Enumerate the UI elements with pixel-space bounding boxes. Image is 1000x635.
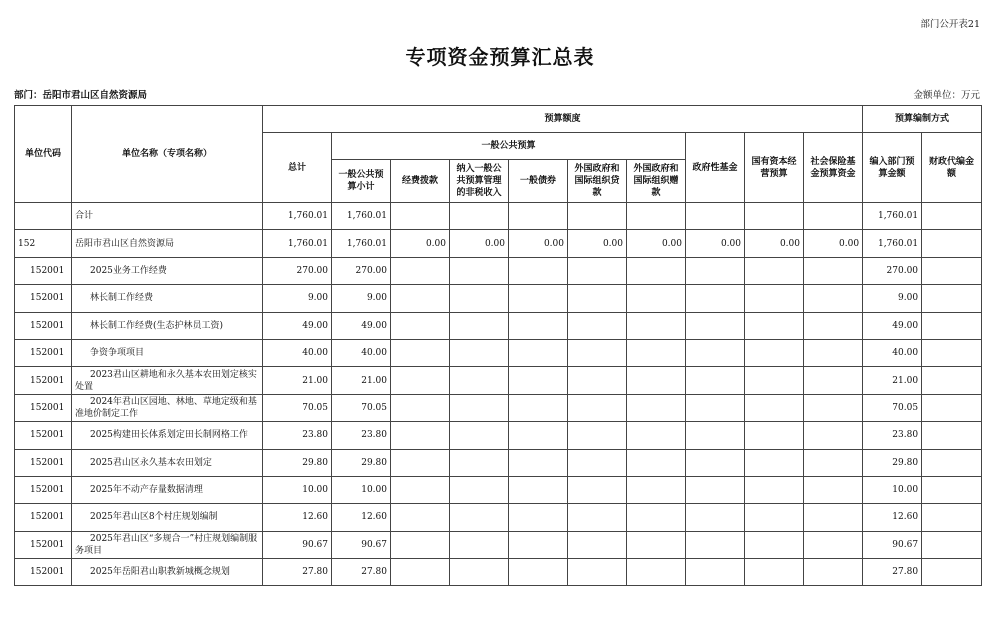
cell-gov-fund <box>686 531 745 558</box>
cell-funding <box>391 476 450 503</box>
cell-subtotal: 21.00 <box>332 367 391 394</box>
cell-loan <box>568 559 627 586</box>
cell-funding <box>391 422 450 449</box>
cell-grant <box>627 285 686 312</box>
cell-name: 2025年君山区8个村庄规划编制 <box>72 504 263 531</box>
cell-subtotal: 90.67 <box>332 531 391 558</box>
budget-table <box>14 105 982 586</box>
cell-subtotal: 70.05 <box>332 394 391 421</box>
cell-fiscal-agent <box>922 559 982 586</box>
cell-code: 152001 <box>15 449 72 476</box>
cell-gov-fund <box>686 476 745 503</box>
cell-funding <box>391 312 450 339</box>
cell-non-tax <box>450 257 509 284</box>
cell-subtotal: 10.00 <box>332 476 391 503</box>
table-row <box>15 203 982 230</box>
page-title: 专项资金预算汇总表 <box>405 45 595 69</box>
table-row <box>15 285 982 312</box>
cell-code: 152001 <box>15 531 72 558</box>
cell-code: 152001 <box>15 422 72 449</box>
cell-grant <box>627 422 686 449</box>
header-fiscal-agent: 财政代编金额 <box>922 133 982 203</box>
cell-code: 152 <box>15 230 72 257</box>
cell-social <box>804 203 863 230</box>
cell-subtotal: 1,760.01 <box>332 203 391 230</box>
table-row <box>15 476 982 503</box>
cell-subtotal: 12.60 <box>332 504 391 531</box>
cell-name: 争资争项项目 <box>72 339 263 366</box>
cell-gov-fund <box>686 367 745 394</box>
department-label: 部门：岳阳市君山区自然资源局 <box>14 90 148 101</box>
cell-loan <box>568 531 627 558</box>
cell-subtotal: 29.80 <box>332 449 391 476</box>
page-label: 部门公开表21 <box>920 19 980 30</box>
cell-total: 90.67 <box>263 531 332 558</box>
cell-grant: 0.00 <box>627 230 686 257</box>
cell-fiscal-agent <box>922 449 982 476</box>
header-funding: 经费拨款 <box>391 160 450 203</box>
header-non-tax: 纳入一般公共预算管理的非税收入 <box>450 160 509 203</box>
cell-bond <box>509 422 568 449</box>
cell-subtotal: 49.00 <box>332 312 391 339</box>
cell-gov-fund <box>686 285 745 312</box>
cell-dept-budget: 1,760.01 <box>863 203 922 230</box>
cell-funding <box>391 203 450 230</box>
cell-subtotal: 27.80 <box>332 559 391 586</box>
cell-social <box>804 394 863 421</box>
cell-bond <box>509 257 568 284</box>
header-gp-subtotal: 一般公共预算小计 <box>332 160 391 203</box>
cell-state-capital <box>745 367 804 394</box>
cell-non-tax <box>450 476 509 503</box>
cell-state-capital <box>745 422 804 449</box>
cell-social <box>804 312 863 339</box>
cell-funding <box>391 504 450 531</box>
cell-loan <box>568 203 627 230</box>
cell-social <box>804 476 863 503</box>
cell-name: 2025业务工作经费 <box>72 257 263 284</box>
cell-grant <box>627 394 686 421</box>
table-row <box>15 559 982 586</box>
cell-loan <box>568 339 627 366</box>
cell-state-capital <box>745 394 804 421</box>
cell-social <box>804 339 863 366</box>
cell-loan <box>568 285 627 312</box>
cell-bond <box>509 531 568 558</box>
cell-name: 林长制工作经费(生态护林员工资) <box>72 312 263 339</box>
header-total: 总计 <box>263 133 332 203</box>
cell-total: 40.00 <box>263 339 332 366</box>
cell-total: 49.00 <box>263 312 332 339</box>
cell-subtotal: 1,760.01 <box>332 230 391 257</box>
cell-total: 27.80 <box>263 559 332 586</box>
table-row <box>15 531 982 558</box>
cell-code: 152001 <box>15 367 72 394</box>
cell-funding <box>391 367 450 394</box>
cell-grant <box>627 504 686 531</box>
cell-name: 2024年君山区园地、林地、草地定级和基准地价制定工作 <box>72 394 263 421</box>
cell-bond <box>509 312 568 339</box>
cell-fiscal-agent <box>922 422 982 449</box>
cell-loan <box>568 504 627 531</box>
cell-gov-fund <box>686 504 745 531</box>
cell-loan <box>568 422 627 449</box>
cell-funding <box>391 394 450 421</box>
cell-name: 林长制工作经费 <box>72 285 263 312</box>
cell-code <box>15 203 72 230</box>
cell-dept-budget: 23.80 <box>863 422 922 449</box>
cell-grant <box>627 559 686 586</box>
cell-state-capital <box>745 285 804 312</box>
cell-gov-fund <box>686 203 745 230</box>
header-dept-budget: 编入部门预算金额 <box>863 133 922 203</box>
cell-code: 152001 <box>15 504 72 531</box>
cell-subtotal: 9.00 <box>332 285 391 312</box>
cell-funding <box>391 257 450 284</box>
cell-bond <box>509 504 568 531</box>
cell-gov-fund <box>686 257 745 284</box>
header-state-capital: 国有资本经营预算 <box>745 133 804 203</box>
cell-bond <box>509 449 568 476</box>
cell-non-tax <box>450 312 509 339</box>
cell-code: 152001 <box>15 559 72 586</box>
cell-bond <box>509 559 568 586</box>
cell-name: 2023君山区耕地和永久基本农田划定核实处置 <box>72 367 263 394</box>
cell-loan: 0.00 <box>568 230 627 257</box>
cell-funding <box>391 559 450 586</box>
cell-grant <box>627 367 686 394</box>
cell-gov-fund <box>686 394 745 421</box>
cell-loan <box>568 394 627 421</box>
cell-loan <box>568 449 627 476</box>
cell-dept-budget: 27.80 <box>863 559 922 586</box>
cell-fiscal-agent <box>922 312 982 339</box>
cell-state-capital <box>745 504 804 531</box>
cell-dept-budget: 12.60 <box>863 504 922 531</box>
table-row <box>15 339 982 366</box>
cell-dept-budget: 29.80 <box>863 449 922 476</box>
cell-fiscal-agent <box>922 203 982 230</box>
cell-fiscal-agent <box>922 394 982 421</box>
cell-dept-budget: 1,760.01 <box>863 230 922 257</box>
cell-fiscal-agent <box>922 504 982 531</box>
cell-dept-budget: 90.67 <box>863 531 922 558</box>
cell-gov-fund <box>686 422 745 449</box>
cell-dept-budget: 49.00 <box>863 312 922 339</box>
cell-gov-fund: 0.00 <box>686 230 745 257</box>
cell-state-capital <box>745 559 804 586</box>
cell-fiscal-agent <box>922 531 982 558</box>
cell-funding <box>391 449 450 476</box>
cell-total: 1,760.01 <box>263 203 332 230</box>
cell-name: 2025年不动产存量数据清理 <box>72 476 263 503</box>
cell-dept-budget: 70.05 <box>863 394 922 421</box>
cell-grant <box>627 339 686 366</box>
header-unit-name: 单位名称（专项名称） <box>72 106 263 203</box>
cell-non-tax <box>450 367 509 394</box>
cell-bond <box>509 367 568 394</box>
cell-state-capital <box>745 476 804 503</box>
cell-gov-fund <box>686 339 745 366</box>
cell-total: 9.00 <box>263 285 332 312</box>
cell-social <box>804 504 863 531</box>
cell-name: 2025构建田长体系划定田长制网格工作 <box>72 422 263 449</box>
cell-state-capital <box>745 449 804 476</box>
cell-bond <box>509 285 568 312</box>
cell-fiscal-agent <box>922 476 982 503</box>
cell-non-tax: 0.00 <box>450 230 509 257</box>
header-social-insurance: 社会保险基金预算资金 <box>804 133 863 203</box>
cell-total: 23.80 <box>263 422 332 449</box>
header-gov-fund: 政府性基金 <box>686 133 745 203</box>
cell-social <box>804 422 863 449</box>
cell-bond <box>509 203 568 230</box>
header-general-public: 一般公共预算 <box>332 133 686 160</box>
cell-fiscal-agent <box>922 285 982 312</box>
cell-name: 岳阳市君山区自然资源局 <box>72 230 263 257</box>
cell-bond <box>509 339 568 366</box>
cell-total: 10.00 <box>263 476 332 503</box>
cell-social <box>804 257 863 284</box>
cell-bond <box>509 394 568 421</box>
cell-social <box>804 285 863 312</box>
table-row <box>15 422 982 449</box>
cell-grant <box>627 449 686 476</box>
cell-social <box>804 449 863 476</box>
cell-non-tax <box>450 531 509 558</box>
cell-state-capital: 0.00 <box>745 230 804 257</box>
cell-grant <box>627 312 686 339</box>
header-budget-amount: 预算额度 <box>263 106 863 133</box>
table-row <box>15 257 982 284</box>
cell-state-capital <box>745 339 804 366</box>
cell-subtotal: 270.00 <box>332 257 391 284</box>
cell-non-tax <box>450 504 509 531</box>
cell-gov-fund <box>686 559 745 586</box>
cell-state-capital <box>745 203 804 230</box>
cell-non-tax <box>450 559 509 586</box>
cell-code: 152001 <box>15 476 72 503</box>
cell-dept-budget: 270.00 <box>863 257 922 284</box>
cell-code: 152001 <box>15 285 72 312</box>
cell-loan <box>568 367 627 394</box>
cell-funding <box>391 285 450 312</box>
cell-grant <box>627 531 686 558</box>
table-row <box>15 367 982 394</box>
cell-name: 合计 <box>72 203 263 230</box>
cell-bond: 0.00 <box>509 230 568 257</box>
cell-fiscal-agent <box>922 230 982 257</box>
cell-state-capital <box>745 531 804 558</box>
cell-grant <box>627 257 686 284</box>
cell-fiscal-agent <box>922 367 982 394</box>
cell-non-tax <box>450 449 509 476</box>
header-compile-method: 预算编制方式 <box>863 106 982 133</box>
cell-dept-budget: 21.00 <box>863 367 922 394</box>
cell-social: 0.00 <box>804 230 863 257</box>
cell-code: 152001 <box>15 394 72 421</box>
cell-non-tax <box>450 203 509 230</box>
cell-code: 152001 <box>15 312 72 339</box>
table-row <box>15 504 982 531</box>
cell-total: 29.80 <box>263 449 332 476</box>
cell-social <box>804 531 863 558</box>
cell-subtotal: 23.80 <box>332 422 391 449</box>
cell-gov-fund <box>686 449 745 476</box>
cell-social <box>804 559 863 586</box>
cell-name: 2025年君山区“多规合一”村庄规划编制服务项目 <box>72 531 263 558</box>
cell-fiscal-agent <box>922 339 982 366</box>
cell-name: 2025君山区永久基本农田划定 <box>72 449 263 476</box>
cell-total: 270.00 <box>263 257 332 284</box>
table-row <box>15 312 982 339</box>
cell-social <box>804 367 863 394</box>
cell-funding <box>391 531 450 558</box>
table-row <box>15 230 982 257</box>
header-unit-code: 单位代码 <box>15 106 72 203</box>
cell-non-tax <box>450 339 509 366</box>
cell-fiscal-agent <box>922 257 982 284</box>
cell-total: 1,760.01 <box>263 230 332 257</box>
cell-state-capital <box>745 257 804 284</box>
cell-dept-budget: 9.00 <box>863 285 922 312</box>
cell-dept-budget: 40.00 <box>863 339 922 366</box>
cell-total: 12.60 <box>263 504 332 531</box>
cell-total: 70.05 <box>263 394 332 421</box>
cell-state-capital <box>745 312 804 339</box>
cell-non-tax <box>450 285 509 312</box>
cell-loan <box>568 257 627 284</box>
cell-dept-budget: 10.00 <box>863 476 922 503</box>
cell-code: 152001 <box>15 257 72 284</box>
cell-funding: 0.00 <box>391 230 450 257</box>
header-foreign-grant: 外国政府和国际组织赠款 <box>627 160 686 203</box>
cell-grant <box>627 476 686 503</box>
cell-total: 21.00 <box>263 367 332 394</box>
cell-code: 152001 <box>15 339 72 366</box>
cell-loan <box>568 476 627 503</box>
unit-label: 金额单位：万元 <box>913 90 980 101</box>
cell-loan <box>568 312 627 339</box>
table-row <box>15 449 982 476</box>
cell-subtotal: 40.00 <box>332 339 391 366</box>
cell-non-tax <box>450 422 509 449</box>
table-row <box>15 394 982 421</box>
cell-bond <box>509 476 568 503</box>
cell-non-tax <box>450 394 509 421</box>
header-foreign-loan: 外国政府和国际组织贷款 <box>568 160 627 203</box>
cell-gov-fund <box>686 312 745 339</box>
cell-grant <box>627 203 686 230</box>
cell-funding <box>391 339 450 366</box>
header-general-bond: 一般债券 <box>509 160 568 203</box>
cell-name: 2025年岳阳君山职教新城概念规划 <box>72 559 263 586</box>
